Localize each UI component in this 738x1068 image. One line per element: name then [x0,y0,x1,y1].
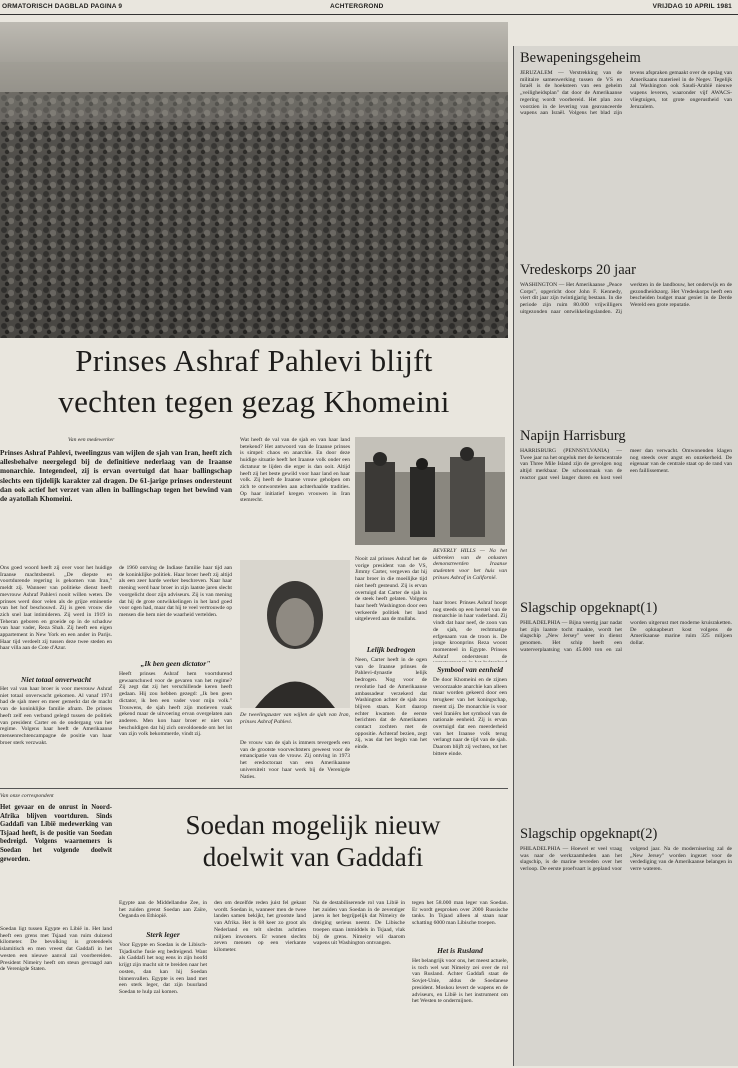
soedan-col2-text: Egypte aan de Middellandse Zee, in het zuiden grenst Soedan aan Zaïre, Oeganda en Ethiopië. [119,900,207,920]
section-title: ACHTERGROND [330,3,384,10]
portrait-photo [240,560,350,708]
soedan-headline-line1: Soedan mogelijk nieuw [185,810,441,840]
main-headline-line2: vechten tegen gezag Khomeini [58,384,450,419]
main-col2b-text: Heeft prinses Ashraf hem voortdurend gewaarschuwd voor de gevaren van het regime? Zij zegt dat zij het verschillende keren heeft gedaan. Hij zou hebben gezegd: „Ik ben geen dictator, ik ben een vader voor mijn volk." Trouwens, de sjah heeft zijn motieven vaak gekend maar de uitvoering ervan overgelaten aan anderen. Men kon haar broer er niet van beschuldigen dat hij zich onvoldoende om het lot van zijn volk bekommerde, vindt zij. [119,671,232,738]
sidebar-item1-title: Bewapeningsgeheim [520,50,641,66]
main-col5b-text: De door Khomeini en de zijnen veroorzaakte anarchie kan alleen maar worden gekeerd door een terugkeer van het koningschap, meent zij. De monarchie is voor veel Iraniërs het symbool van de nationale eenheid. Zij is ervan overtuigd dat een meerderheid van het Iraanse volk terug verlangt naar de tijd van de sjah. Daarom blijft zij vechten, tot het bittere einde. [433,677,507,757]
subhead-lelijk: Lelijk bedrogen [366,645,416,654]
subhead-niet-totaal: Niet totaal onverwacht [21,675,91,684]
soedan-lede: Het gevaar en de onrust in Noord-Afrika blijven voortduren. Sinds Gaddafi van Libië medewerking van Tsjaad heeft, is de positie van Soedan bedreigd. Volgens waarnemers is Soedan het volgende doelwit geworden. [0,804,112,863]
main-col3-text: Wat heeft de val van de sjah en van haar land betekend? Het antwoord van de Iraanse prinses is simpel: chaos en anarchie. En door deze huidige situatie heeft het Iraanse volk onder een dictatuur te lijden die erger is dan ooit. Altijd heeft zij het beste gewild voor haar land en haar volk. Zij heeft de Iraanse vrouw geholpen om zich te ontworstelen aan achterhaalde tradities. Op haar initiatief kregen vrouwen in Iran stemrecht. [240,437,350,504]
soedan-kicker: Van onze correspondent [0,793,54,799]
crowd-photo-image [0,22,508,338]
main-col5-text: haar broer. Prinses Ashraf hoopt nog steeds op een herstel van de monarchie in haar vaderland. Zij vindt dat haar neef, de zoon van de sjah, de rechtmatige erfgenaam van de troon is. De jonge kroonprins Reza woont momenteel in Egypte. Prinses Ashraf ondersteunt de [433,600,507,660]
sidebar-item3-title: Napijn Harrisburg [520,428,626,444]
soedan-col5b-text: Het belangrijk voor ons, het meest actuele, is toch wel wat Nimeiry zei over de rol van Rusland. Achter Gaddafi staat de Sovjet-Unie, aldus de Soedanese president. Moskou levert de wapens en de adviseurs, en Libië is het instrument om het Westen te ondermijnen. [412,958,508,1005]
sidebar-item2-title: Vredeskorps 20 jaar [520,262,636,278]
byline: Van een medewerker [68,437,115,443]
soedan-col3-text: den om dezelfde reden juist fel gekant wordt. Soedan is, wanneer men de twee landen samen bekijkt, het grootste land van Afrika. Het is 68 keer zo groot als Nederland en telt slechts achttien miljoen inwoners. Er wonen slechts zeven mensen op een vierkante kilometer. [214,900,306,953]
soedan-col5-text: tegen het 58.000 man leger van Soedan. Er wordt gesproken over 2000 Russische tanks. In Tsjaad alleen al staan naar schatting 6000 man Libische troepen. [412,900,508,927]
portrait-caption: De tweelingzuster van wijlen de sjah van Iran, prinses Ashraf Pahlevi. [240,712,350,725]
page-header [0,0,738,14]
sidebar-item1-body: JERUZALEM — Verstrekking van de militaire samenwerking tussen de VS en Israël is de hoeksteen van een geheim „veiligheidsplan" dat door de Amerikaanse regering wordt voorbereid. Het plan zou voorzien in de levering van geavanceerde wapens aan Israël. Volgens het blad zijn tevens afspraken gemaakt over de opslag van Amerikaans materieel in de Negev. Tegelijk zal Washington ook Saudi-Arabië nieuwe wapens leveren, waaronder vijf AWACS-vliegtuigen, tot grote ongerustheid van Jeruzalem. [520,70,732,117]
soedan-headline-line2: doelwit van Gaddafi [202,842,424,872]
main-headline-line1: Prinses Ashraf Pahlevi blijft [75,343,433,378]
subhead-eenheid: Symbool van eenheid [437,665,503,674]
sidebar-item2-body: WASHINGTON — Het Amerikaanse „Peace Corps", opgericht door John F. Kennedy, viert dit jaar zijn twintigjarig bestaan. In die periode zijn ruim 80.000 vrijwilligers uitgezonden naar ontwikkelingslanden. Zij werkten in de landbouw, het onderwijs en de gezondheidszorg. Het Vredeskorps heeft een bescheiden budget maar geniet in de Derde Wereld een grote reputatie. [520,282,732,315]
newspaper-name: ORMATORISCH DAGBLAD PAGINA 9 [2,3,123,10]
main-lede: Prinses Ashraf Pahlevi, tweelingzus van wijlen de sjah van Iran, heeft zich allesbehalve neergelegd bij de definitieve nederlaag van de Iraanse monarchie. Integendeel, zij is ervan overtuigd dat haar ballingschap slechts een tijdelijk karakter zal dragen. De 61-jarige prinses ondersteunt dan ook actief het verzet van allen in ballingschap tegen het bewind van de ayatollah Khomeini. [0,448,232,504]
beverly-hills-caption: BEVERLY HILLS — Na het uitbreken van de onlusten demonstreerden Iraanse studenten voor het huis van prinses Ashraf in Californië. [433,548,507,581]
sidebar-item4-title: Slagschip opgeknapt(1) [520,600,658,616]
sidebar-item4-body: PHILADELPHIA — Bijna veertig jaar nadat het zijn laatste tocht maakte, wordt het slagschip „New Jersey" weer in dienst genomen. Het schip heeft een waterverplaatsing van 45.000 ton en zal worden uitgerust met moderne kruisraketten. De opknapbeurt kost volgens de Amerikaanse marine ruim 325 miljoen dollar. [520,620,732,653]
sidebar-rule [513,46,514,1066]
soedan-col1-text: Soedan ligt tussen Egypte en Libië in. Het land heeft een grens met Tsjaad van ruim duizend kilometer. De bevolking is grotendeels islamitisch en men vreest dat Gaddafi in het westen een nieuwe aanval zal voorbereiden. President Nimeiry heeft om steun gevraagd aan de Verenigde Staten. [0,926,112,973]
main-col3b-text: De vrouw van de sjah is immers tevergeefs een van de grootste voorvechtsters geweest voor de emancipatie van de vrouw. Zij ontving in 1973 het eredoctoraat van een Amerikaanse universiteit voor haar werk bij de Verenigde Naties. [240,740,350,780]
header-rule [0,14,738,15]
subhead-rusland: Het is Rusland [437,946,483,955]
main-col4-text: Nooit zal prinses Ashraf het de vorige president van de VS, Jimmy Carter, vergeven dat hij haar broer in die moeilijke tijd niet heeft gesteund. Zij is ervan overtuigd dat Carter de sjah in de steek heeft gelaten. Volgens haar heeft Washington door een verkeerde politiek het land uitgeleverd aan de mullahs. [355,556,427,623]
sidebar-item5-title: Slagschip opgeknapt(2) [520,826,658,842]
main-col2-text: de 1960 ontving de Indiase familie haar tijd aan de koninklijke politiek. Haar broer heeft zij altijd als een zeer harde werker beschreven. Naar haar mening werd haar broer in zijn laatste jaren slecht voorgelicht door zijn adviseurs. Zij is van mening dat hij de grote ontwikkelingen in het land goed voor ogen had, maar dat hij te veel vertrouwde op mensen die hem niet de waarheid vertelden. [119,565,232,618]
sidebar-item5-body: PHILADELPHIA — Hoewel er veel vraag was naar de werkzaamheden aan het slagschip, is de marine tevreden over het verloop. De eerste proefvaart is gepland voor volgend jaar. Na de modernisering zal de „New Jersey" worden ingezet voor de verdediging van de Amerikaanse belangen in verre wateren. [520,846,732,873]
soedan-col2b-text: Voor Egypte en Soedan is de Libisch-Tsjadische fusie erg bedreigend. Want als Gaddafi het nog eens in zijn hoofd krijgt zijn macht uit te breiden naar het oosten, dan kan hij Soedan binnenvallen. Egypte is een land met een sterk leger, dat zijn buurland Soedan te hulp zal komen. [119,942,207,995]
prinses-portrait-image [240,560,350,708]
main-col1-text: Ons goed woord heeft zij over voor het huidige Iraanse machtsbestel. „De diepste en voortdurende regering is gekomen van Iran," meldt zij. Wanneer van politieke dienst heeft mevrouw Ashraf Pahlevi nooit willen weten. De prinses werd door velen als de grijze eminentie van het hof beschouwd. Zij is geen vrouw die zich snel laat intimideren. Zij werd in 1919 in Teheran geboren en groeide op in de schaduw van haar vader, Reza Shah. Zij heeft een eigen appartement in New York en een ander in Parijs. Haar tijd verdeelt zij tussen deze twee steden en haar villa aan de Cote d'Azur. [0,565,112,652]
issue-date: VRIJDAG 10 APRIL 1981 [652,3,732,10]
subhead-dictator: „Ik ben geen dictator" [140,659,211,668]
demonstration-photo-image [355,437,505,545]
subhead-sterk-leger: Sterk leger [146,930,180,939]
main-col1b-text: Het val van haar broer is voor mevrouw Ashraf niet totaal onverwacht gekomen. Al vanaf 1974 had de sjah meer en meer gemerkt dat de macht van de koninklijke familie afnam. De prinses heeft zelf een verband gelegd tussen de politiek van president Carter en de ondergang van het regime. Volgens haar heeft de Amerikaanse mensenrechtencampagne de positie van haar broer sterk verzwakt. [0,686,112,746]
soedan-col4-text: Na de destabiliserende rol van Libië in het zuiden van Soedan in de zeventiger jaren is het begrijpelijk dat Nimeiry de dreiging serieus neemt. De Libische troepen staan inmiddels in Tsjaad, vlak bij de grens. Nimeiry wil daarom wapens uit Washington ontvangen. [313,900,405,947]
sidebar-item3-body: HARRISBURG (PENNSYLVANIA) — Twee jaar na het ongeluk met de kerncentrale van Three Mile Island zijn de gevolgen nog altijd merkbaar. De schoonmaak van de reactor gaat veel langer duren en kost veel meer dan verwacht. Omwonenden klagen nog steeds over angst en onzekerheid. De eigenaar van de centrale staat op de rand van een faillissement. [520,448,732,481]
section-divider [0,788,508,789]
main-col4b-text: Neen, Carter heeft in de ogen van de Iraanse prinses de Pahlevi-dynastie lelijk bedrogen. Nog voor de revolutie had de Amerikaanse ambassadeur verzekerd dat Washington achter de sjah zou blijven staan. Kort daarop echter kwamen de eerste berichten dat de Amerikanen contact zochten met de oppositie. Achteraf bezien, zegt zij, was dat het begin van het einde. [355,657,427,751]
main-photo [0,22,508,338]
beverly-hills-photo [355,437,505,545]
